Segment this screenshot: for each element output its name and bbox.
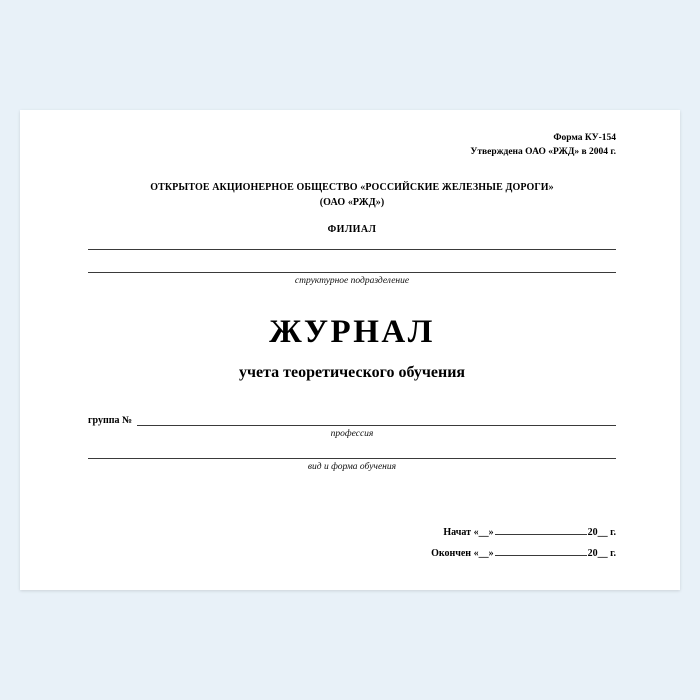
finished-year: 20__ г. (587, 547, 616, 559)
finished-row (88, 543, 616, 564)
filial-label: ФИЛИАЛ (327, 223, 377, 235)
dates-block (88, 522, 616, 564)
group-row (88, 416, 616, 426)
document-subtitle: учета теоретического обучения (238, 363, 466, 381)
form-code: Форма КУ-154 (553, 133, 616, 143)
group-number-fill-line[interactable] (137, 425, 616, 426)
finished-month-fill-line[interactable] (495, 545, 587, 556)
subdivision-fill-line[interactable] (88, 272, 616, 273)
document-page (20, 110, 680, 590)
training-kind-caption: вид и форма обучения (307, 461, 397, 472)
document-title: ЖУРНАЛ (269, 313, 435, 350)
organization-line-1: ОТКРЫТОЕ АКЦИОНЕРНОЕ ОБЩЕСТВО «РОССИЙСКИЕ ЖЕЛЕЗНЫЕ ДОРОГИ» (150, 181, 554, 193)
organization-block (88, 180, 616, 210)
started-month-fill-line[interactable] (495, 524, 587, 535)
started-label: Начат «__» (443, 526, 494, 538)
form-meta-block (88, 132, 616, 160)
profession-caption: профессия (330, 428, 374, 439)
started-year: 20__ г. (587, 526, 616, 538)
organization-line-2: (ОАО «РЖД») (319, 196, 385, 208)
filial-fill-line[interactable] (88, 249, 616, 250)
document-content (88, 132, 616, 572)
finished-label: Окончен «__» (431, 547, 494, 559)
started-row (88, 522, 616, 543)
subdivision-caption: структурное подразделение (294, 275, 410, 286)
form-approved-by: Утверждена ОАО «РЖД» в 2004 г. (470, 146, 616, 157)
training-kind-fill-line[interactable] (88, 458, 616, 459)
group-number-label: группа № (88, 414, 133, 426)
